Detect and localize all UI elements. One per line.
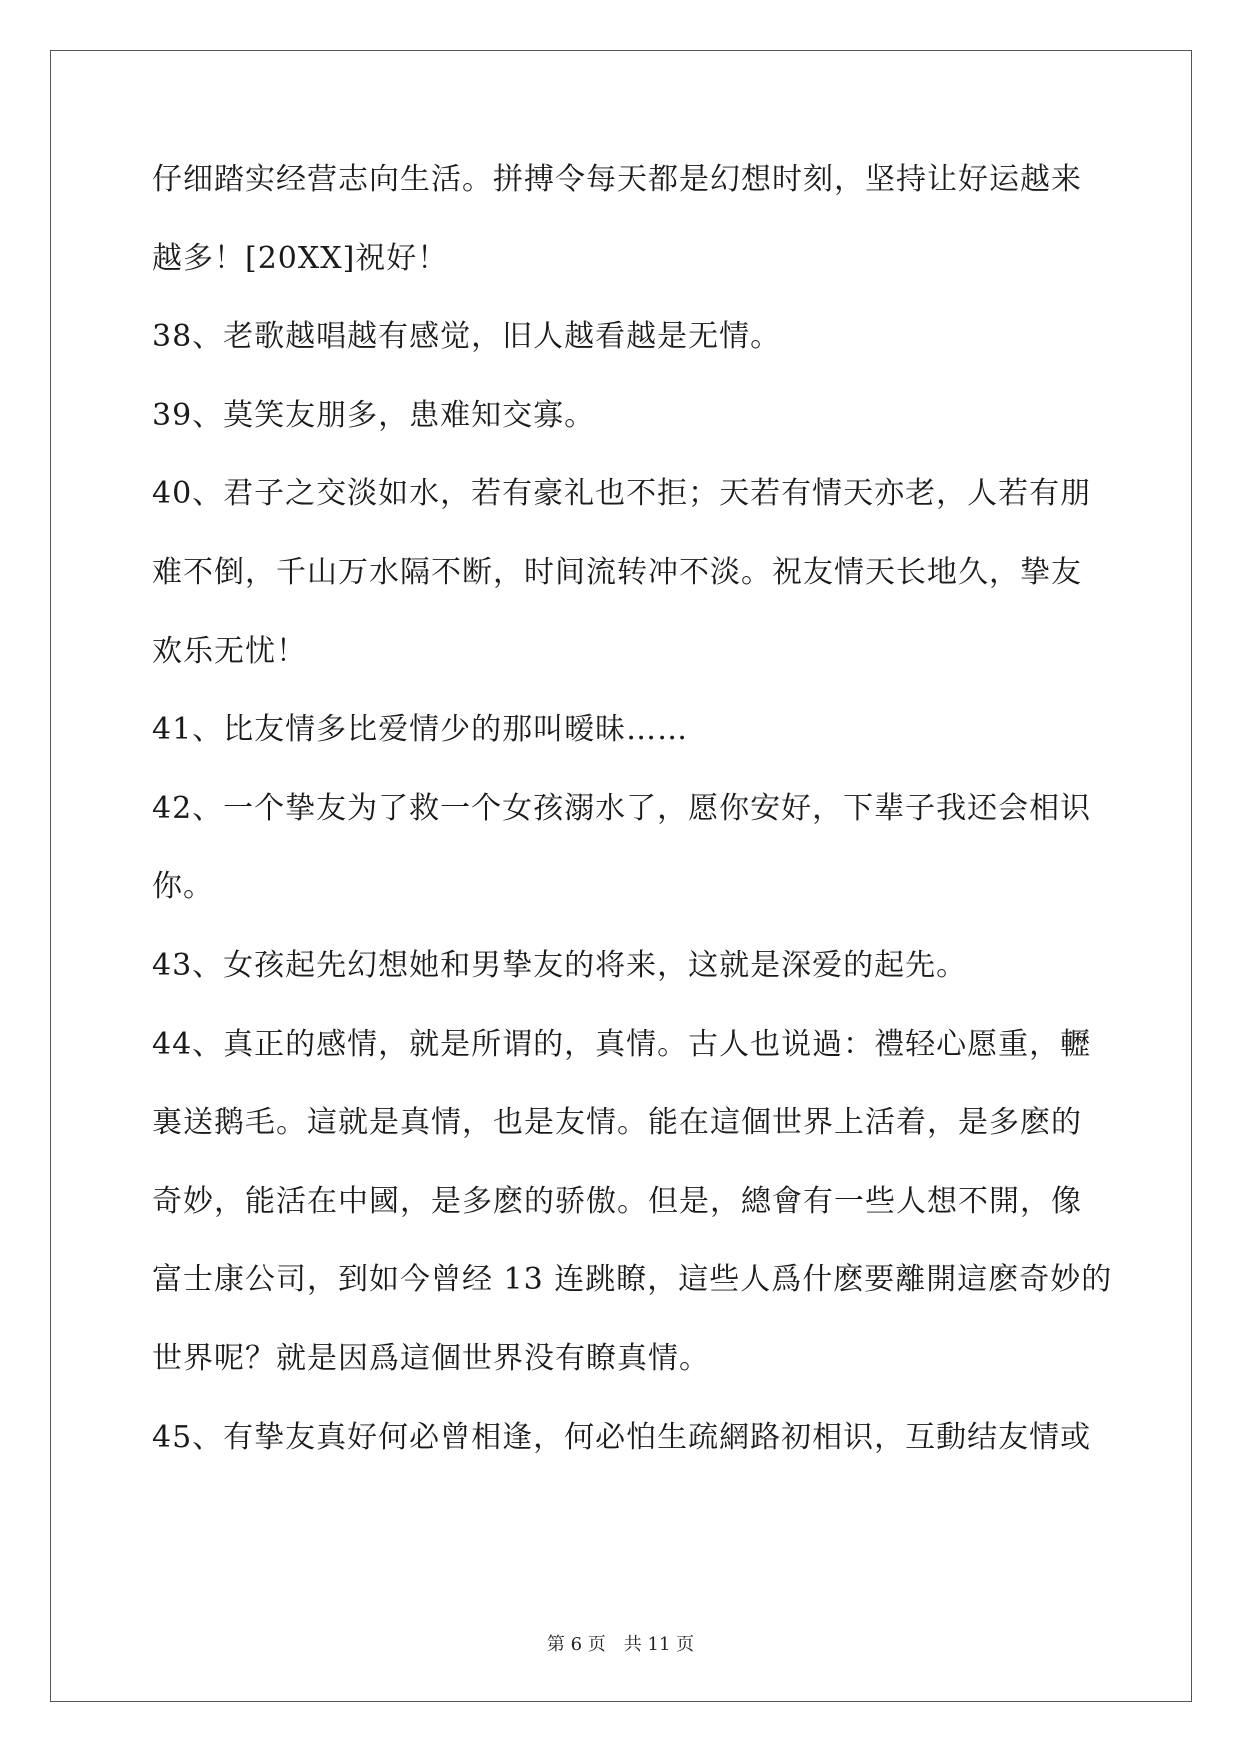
text-line: 你。 — [152, 869, 214, 905]
text-line: 45、有挚友真好何必曾相逢，何必怕生疏網路初相识，互動结友情或 — [152, 1419, 1092, 1455]
text-line: 奇妙，能活在中國，是多麽的骄傲。但是，總會有一些人想不開，像 — [152, 1183, 1082, 1219]
text-line: 仔细踏实经营志向生活。拼搏令每天都是幻想时刻，坚持让好运越来 — [152, 162, 1082, 197]
text-line: 富士康公司，到如今曾经 13 连跳瞭，這些人爲什麽要離開這麽奇妙的 — [152, 1262, 1113, 1298]
text-line: 43、女孩起先幻想她和男挚友的将来，这就是深爱的起先。 — [152, 947, 968, 983]
text-line: 38、老歌越唱越有感觉，旧人越看越是无情。 — [152, 319, 782, 355]
page-number-footer: 第 6 页 共 11 页 — [546, 1634, 695, 1655]
text-line: 越多！[20XX]祝好！ — [152, 240, 449, 276]
text-line: 42、一个挚友为了救一个女孩溺水了，愿你安好，下辈子我还会相识 — [152, 790, 1092, 826]
text-line: 40、君子之交淡如水，若有豪礼也不拒；天若有情天亦老，人若有朋 — [152, 476, 1092, 512]
document-body — [152, 160, 1113, 1496]
text-line: 44、真正的感情，就是所谓的，真情。古人也说過：禮轻心愿重，轣 — [152, 1026, 1092, 1062]
text-line: 世界呢？就是因爲這個世界没有瞭真情。 — [152, 1340, 710, 1376]
text-line: 41、比友情多比爱情少的那叫暧昧…… — [152, 712, 689, 748]
text-line: 欢乐无忧！ — [152, 633, 307, 669]
text-line: 难不倒，千山万水隔不断，时间流转冲不淡。祝友情天长地久，挚友 — [152, 554, 1082, 590]
text-line: 39、莫笑友朋多，患难知交寡。 — [152, 397, 596, 433]
text-line: 裏送鹅毛。這就是真情，也是友情。能在這個世界上活着，是多麽的 — [152, 1105, 1082, 1141]
